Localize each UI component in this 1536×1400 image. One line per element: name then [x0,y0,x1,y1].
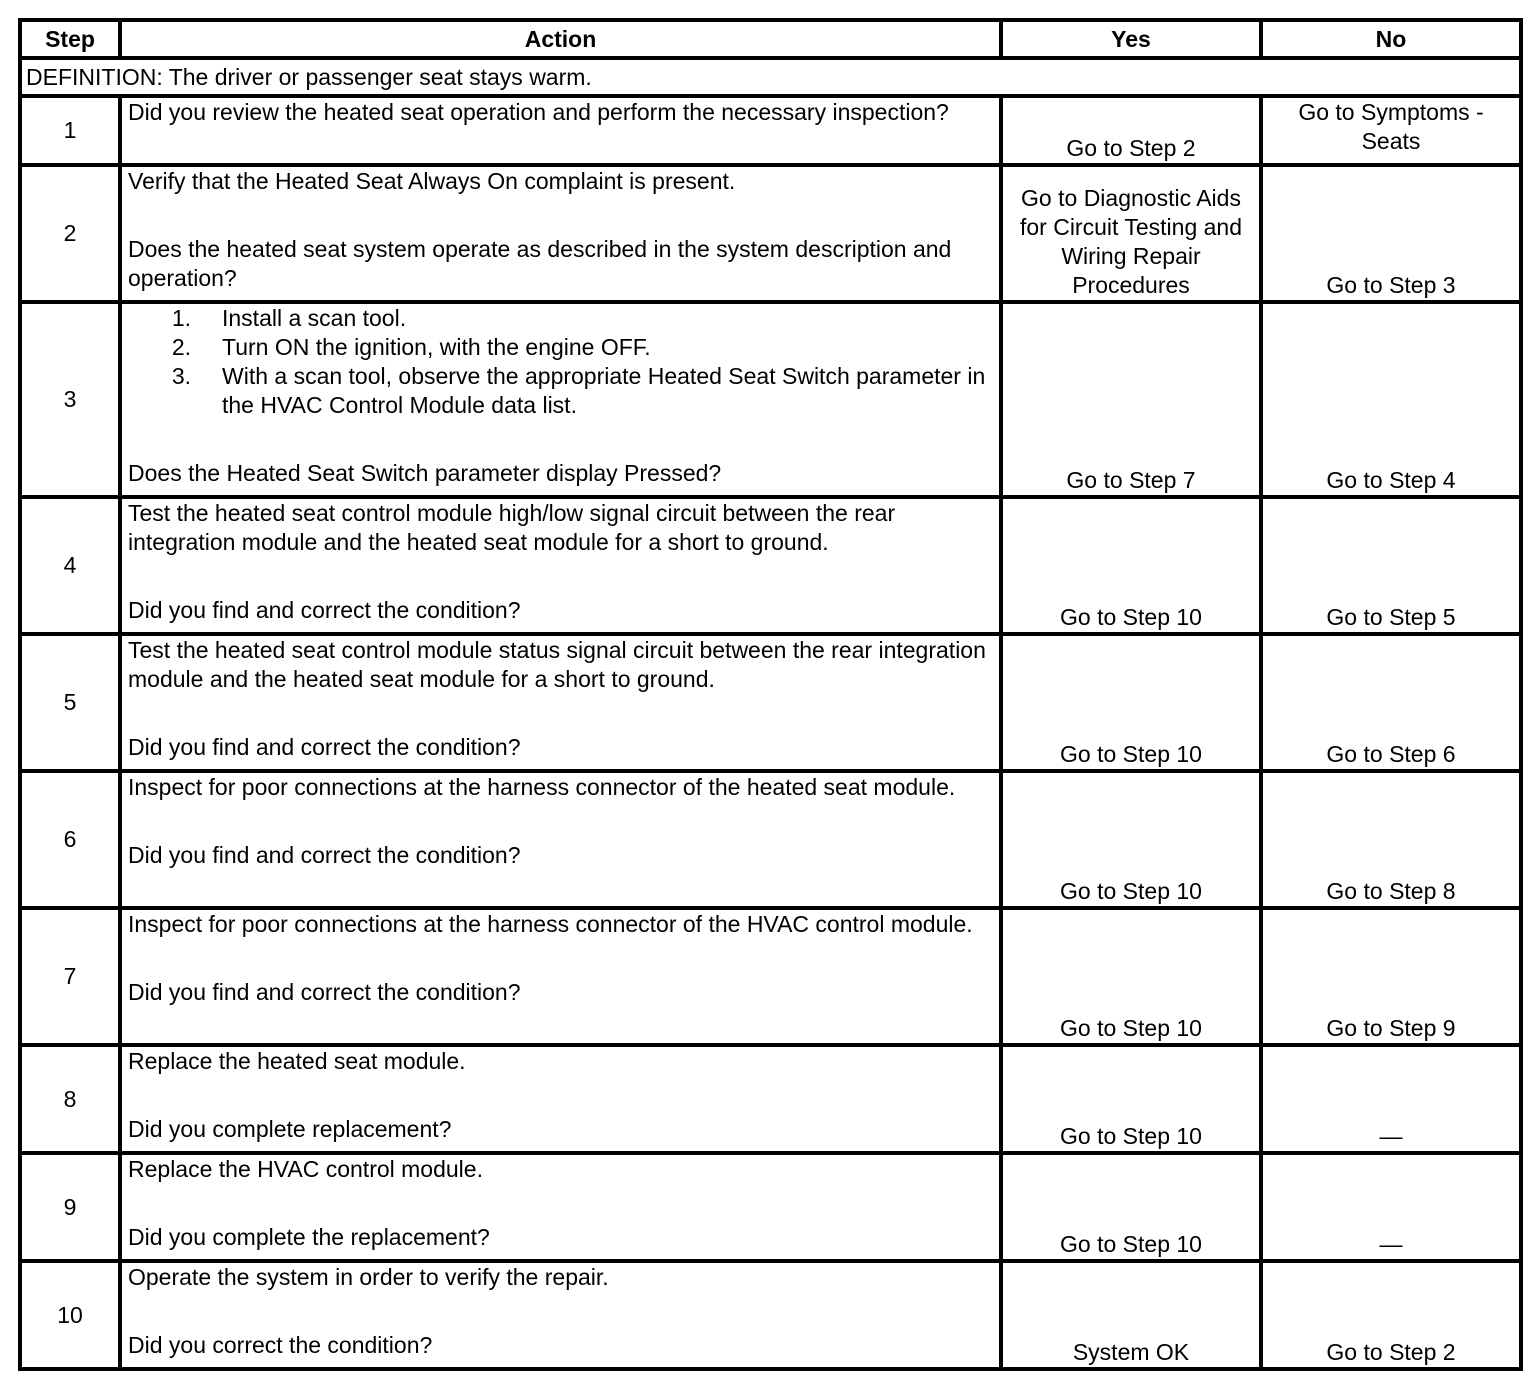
table-row [20,1045,1521,1153]
list-text: Install a scan tool. [222,305,407,331]
action-text: Inspect for poor connections at the harness connector of the heated seat module. [128,774,956,800]
yes-cell: System OK [1001,1261,1261,1369]
action-question: Did you find and correct the condition? [128,979,521,1005]
list-item [122,362,993,420]
step-number: 5 [20,634,120,771]
action-question: Did you complete the replacement? [128,1224,490,1250]
list-number: 3. [171,363,191,389]
table-row [20,771,1521,908]
step-number: 3 [20,302,120,497]
list-text: Turn ON the ignition, with the engine OFF. [222,334,651,360]
action-cell [120,634,1001,771]
instruction-list [122,304,993,420]
definition-row [20,58,1521,96]
list-item [122,333,993,362]
action-text: Test the heated seat control module status signal circuit between the rear integration module and the heated seat module for a short to ground. [128,637,986,692]
yes-cell: Go to Step 10 [1001,497,1261,634]
yes-cell: Go to Step 10 [1001,771,1261,908]
no-cell: Go to Step 6 [1261,634,1521,771]
action-question: Did you correct the condition? [128,1332,433,1358]
yes-cell: Go to Diagnostic Aids for Circuit Testing and Wiring Repair Procedures [1001,165,1261,302]
action-cell [120,908,1001,1045]
no-cell: Go to Step 4 [1261,302,1521,497]
list-item [122,304,993,333]
action-question: Did you review the heated seat operation and perform the necessary inspection? [128,99,949,125]
table-row [20,302,1521,497]
no-cell: Go to Step 3 [1261,165,1521,302]
header-yes: Yes [1001,20,1261,58]
action-cell [120,96,1001,165]
no-cell [1261,96,1521,165]
action-cell [120,497,1001,634]
action-cell [120,1153,1001,1261]
action-text: Replace the HVAC control module. [128,1156,483,1182]
header-no: No [1261,20,1521,58]
action-question: Does the Heated Seat Switch parameter display Pressed? [128,460,722,486]
list-number: 1. [171,305,191,331]
header-step: Step [20,20,120,58]
action-cell [120,165,1001,302]
action-text: Verify that the Heated Seat Always On complaint is present. [128,168,736,194]
header-action: Action [120,20,1001,58]
yes-cell: Go to Step 10 [1001,1045,1261,1153]
no-cell: Go to Step 9 [1261,908,1521,1045]
table-row [20,165,1521,302]
yes-cell: Go to Step 10 [1001,908,1261,1045]
diagnostic-table [18,18,1523,1371]
table-row [20,634,1521,771]
action-question: Did you find and correct the condition? [128,734,521,760]
action-question: Did you find and correct the condition? [128,842,521,868]
no-cell: Go to Step 2 [1261,1261,1521,1369]
action-text: Test the heated seat control module high/low signal circuit between the rear integration module and the heated seat module for a short to ground. [128,500,896,555]
yes-cell: Go to Step 2 [1001,96,1261,165]
step-number: 4 [20,497,120,634]
yes-cell: Go to Step 7 [1001,302,1261,497]
action-text: Inspect for poor connections at the harness connector of the HVAC control module. [128,911,973,937]
list-number: 2. [171,334,191,360]
step-number: 2 [20,165,120,302]
step-number: 8 [20,1045,120,1153]
list-text: With a scan tool, observe the appropriate Heated Seat Switch parameter in the HVAC Control Module data list. [222,363,986,418]
action-question: Did you complete replacement? [128,1116,452,1142]
header-row [20,20,1521,58]
no-cell: Go to Step 8 [1261,771,1521,908]
table-row [20,96,1521,165]
no-text: Go to Symptoms - Seats [1298,99,1484,154]
no-cell: — [1261,1153,1521,1261]
yes-cell: Go to Step 10 [1001,634,1261,771]
table-row [20,1153,1521,1261]
step-number: 7 [20,908,120,1045]
action-text: Operate the system in order to verify the repair. [128,1264,609,1290]
no-cell: — [1261,1045,1521,1153]
action-cell [120,1261,1001,1369]
action-cell [120,302,1001,497]
action-cell [120,1045,1001,1153]
action-question: Does the heated seat system operate as described in the system description and operation? [128,236,952,291]
step-number: 9 [20,1153,120,1261]
yes-cell: Go to Step 10 [1001,1153,1261,1261]
step-number: 1 [20,96,120,165]
action-text: Replace the heated seat module. [128,1048,466,1074]
table-row [20,497,1521,634]
action-question: Did you find and correct the condition? [128,597,521,623]
table-row [20,908,1521,1045]
action-cell [120,771,1001,908]
step-number: 6 [20,771,120,908]
table-row [20,1261,1521,1369]
no-cell: Go to Step 5 [1261,497,1521,634]
step-number: 10 [20,1261,120,1369]
definition-text: DEFINITION: The driver or passenger seat stays warm. [20,58,1521,96]
